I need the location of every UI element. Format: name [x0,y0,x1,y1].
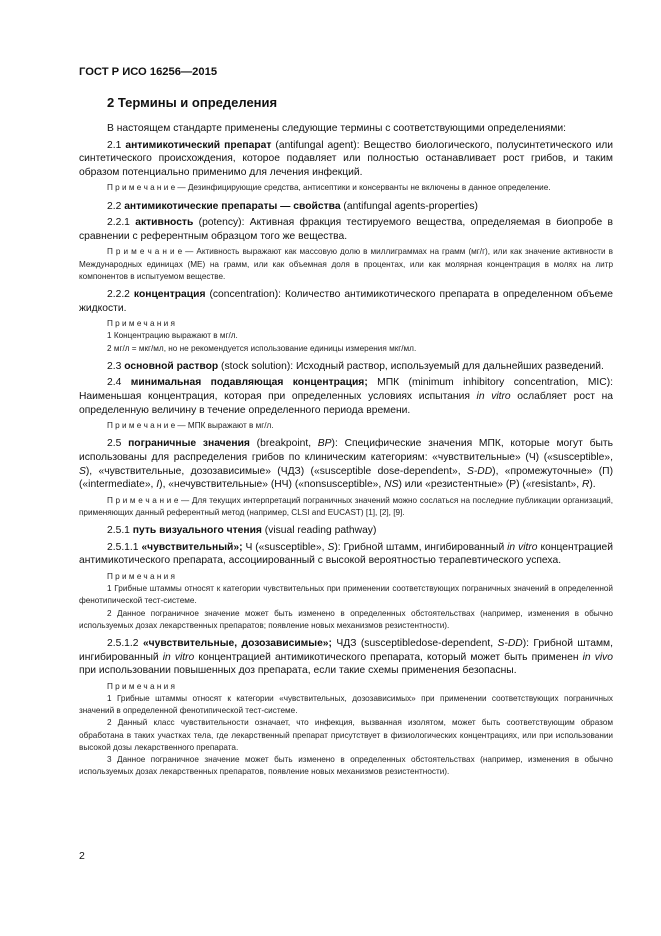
note-item: 2 Данный класс чувствительности означает, что инфекция, вызванная изолятом, может быть соответствующим образом обработана в таких участках тела, где лекарственный препарат присутствует в физиологических концентрациях, или при использовании высокой дозы лекарственного препарата. [79,718,613,752]
note-item: 1 Концентрацию выражают в мг/л. [107,331,238,341]
note-2-5: П р и м е ч а н и е — Для текущих интерпретаций пограничных значений можно сослаться на последние публикации организаций, применяющих данный референтный метод (например, CLSI and EUCAST) [1], [2], [9]. [79,495,613,517]
content [79,122,613,783]
note-item: 1 Грибные штаммы относят к категории чувствительных при применении соответствующих пограничных значений в определенной фенотипической тест-системе. [79,584,613,606]
note-2-4: П р и м е ч а н и е — МПК выражают в мг/л. [107,421,274,431]
term-2-4: 2.4 минимальная подавляющая концентрация; МПК (minimum inhibitory concentration, MIC): Наименьшая концентрация, которая при определенных условиях испытания in vitro ослабляет рост на определенную величину в течение определенного периода времени. [79,377,614,416]
term-2-1: 2.1 антимикотический препарат (antifungal agent): Вещество биологического, полусинтетического или синтетического происхождения, которое подавляет или полностью останавливает рост грибов, и таким образом потенциально применимо для лечения инфекций. [79,139,613,178]
document-header: ГОСТ Р ИСО 16256—2015 [79,66,218,78]
notes-heading: Примечания [107,681,178,691]
notes-heading: Примечания [107,571,178,581]
note-item: 2 мг/л = мкг/мл, но не рекомендуется использование единицы измерения мкг/мл. [107,343,417,353]
term-2-2-2: 2.2.2 концентрация (concentration): Количество антимикотического препарата в определенном объеме жидкости. [79,288,613,314]
term-2-5-1-2: 2.5.1.2 «чувствительные, дозозависимые»; ЧДЗ (susceptibledose-dependent, S-DD): Грибной штамм, ингибированный in vitro концентрацией антимикотического препарата, который может быть применен in vivo при использовании повышенных доз препарата, если такие схемы применения безопасны. [79,637,614,677]
page-number: 2 [79,850,85,862]
note-item: 2 Данное пограничное значение может быть изменено в определенных обстоятельствах (например, изменения в обычно используемых дозах лекарственных препаратов; появление новых механизмов резистентности). [79,608,613,630]
term-2-3: 2.3 основной раствор (stock solution): Исходный раствор, используемый для дальнейших разведений. [107,360,604,372]
intro-paragraph: В настоящем стандарте применены следующие термины с соответствующими определениями: [107,123,567,134]
notes-2-5-1-2 [79,681,613,779]
notes-heading: Примечания [107,319,178,329]
term-2-5-1-1: 2.5.1.1 «чувствительный»; Ч («susceptible», S): Грибной штамм, ингибированный in vitro концентрацией антимикотического препарата, ассоциированный с высокой вероятностью терапевтического успеха. [79,541,614,567]
notes-2-5-1-1 [79,571,613,632]
note-item: 3 Данное пограничное значение может быть изменено в определенных обстоятельствах (например, изменения в обычно используемых дозах лекарственных препаратов, появление новых механизмов резистентности). [79,754,613,777]
note-2-1: П р и м е ч а н и е — Дезинфицирующие средства, антисептики и консерванты не включены в данное определение. [107,183,551,193]
term-2-5-1: 2.5.1 путь визуального чтения (visual reading pathway) [107,525,377,537]
term-2-2-1: 2.2.1 активность (potency): Активная фракция тестируемого вещества, определяемая в биопробе в сравнении с референтным образцом того же вещества. [79,217,613,242]
term-2-5: 2.5 пограничные значения (breakpoint, BP): Специфические значения МПК, которые могут быть использованы для распределения грибов по клиническим категориям: «чувствительные» (Ч) («susceptible», S), «чувствительные, дозозависимые» (ЧДЗ) («susceptible dose-dependent», S-DD), «промежуточные» (П) («intermediate», I), «нечувствительные» (НЧ) («nonsusceptible», NS) или «резистентные» (Р) («resistant», R). [79,438,614,491]
term-2-2: 2.2 антимикотические препараты — свойства (antifungal agents-properties) [107,200,478,212]
notes-2-2-2 [79,318,613,355]
section-title: 2 Термины и определения [107,95,278,110]
note-item: 1 Грибные штаммы относят к категории «чувствительных, дозозависимых» при применении соответствующих пограничных значений в определенной фенотипической тест-системе. [79,693,613,716]
note-2-2-1: П р и м е ч а н и е — Активность выражают как массовую долю в миллиграммах на грамм (мг/г), или как значение активности в Международных единицах (МЕ) на грамм, или как объемная доля в процентах, или как молярная концентрация в молях на литр компонентов в испытуемом веществе. [79,247,613,281]
